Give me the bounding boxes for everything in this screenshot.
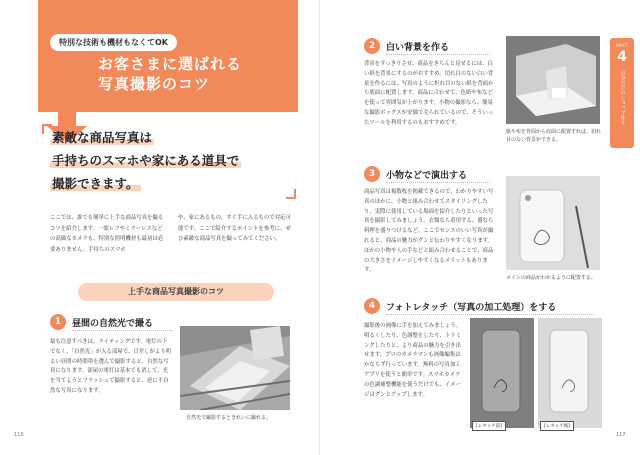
lead-line: 素敵な商品写真は [52, 130, 153, 145]
title-underline [386, 54, 490, 55]
tab-part-number: 4 [617, 49, 627, 65]
page-number-right: 117 [616, 432, 626, 438]
hero-bubble: 特別な技術も機材もなくてOK [50, 34, 177, 51]
tab-part-label: PART [616, 43, 628, 48]
step-number-3: 3 [364, 166, 380, 182]
title-underline [386, 182, 490, 183]
retouch-before-photo [470, 318, 534, 428]
step-4-title: フォトレタッチ（写真の加工処理）をする [386, 303, 557, 313]
intro-text-col2: や、家にあるもの、すぐ手に入るもので対応可能です。ここで紹介するポイントを参考に、ぜひ素敵な商品写真を撮ってみてください。 [178, 215, 291, 243]
tab-chapter-label: 自分だけのショップ作り [619, 70, 626, 125]
section-pill: 上手な商品写真撮影のコツ [78, 283, 274, 301]
natural-light-photo [180, 326, 290, 410]
photo-caption: メインの商品がわかるように配置する。 [506, 275, 596, 281]
bracket-close-icon [286, 189, 296, 199]
step-3-title: 小物などで演出する [386, 171, 468, 181]
arrow-stem [58, 112, 76, 126]
hero-banner [38, 0, 298, 112]
lead-line: 手持ちのスマホや家にある道具で [52, 153, 240, 168]
before-tag: [レタッチ前] [472, 421, 506, 431]
step-2-title: 白い背景を作る [386, 43, 450, 53]
photo-caption: 自然光で撮影するときれいに撮れる。 [186, 415, 272, 421]
retouch-before-art [470, 318, 534, 428]
step-1-title: 昼間の自然光で撮る [72, 319, 154, 329]
page-title-line2: 写真撮影のコツ [98, 75, 211, 93]
white-background-photo-art [506, 36, 600, 124]
title-underline [72, 330, 172, 331]
step-number-2: 2 [364, 38, 380, 54]
bracket-open-icon [42, 124, 52, 134]
intro-text-col1: ここでは、誰でも簡単に上手な商品写真を撮るコツを紹介します。一眼レフやミラーレスなどの高価なカメラも、特別な照明機材も最初は必要ありません。手持ちのスマホ [50, 215, 164, 253]
retouch-after-photo [538, 318, 602, 428]
title-underline [386, 314, 594, 315]
step-2-body: 背景をすっきりさせ、商品をきちんと見せるには、白い紙を背景にするのがおすすめ。切れ目のない白い背景を作るには、写真のように折れ目のない紙を背面から底面に配置します。商品に合わせて、色紙や布などを使って雰囲気が上がります。小物の撮影なら、簡易な撮影ボックスが安価で売られているので、そういったツールを利用するのもおすすめです。 [364, 61, 494, 126]
natural-light-photo-art [180, 326, 290, 410]
step-1-body: 最も注意すべきは、ライティングです。電灯の下でなく、「自然光」が入る部屋で、日差しがより明るい昼間の時間帯を選んで撮影すると、自然な写真になります。部屋の電灯は基本でも消して、光を当てようとフラッシュで撮影すると、逆に不自然な写真になります。 [50, 339, 172, 394]
page-title [98, 54, 242, 94]
lead-line: 撮影できます。 [52, 176, 139, 191]
step-number-1: 1 [50, 314, 66, 330]
props-photo [506, 176, 600, 270]
step-3-body: 商品写真は複数枚を掲載できるので、わかりやすい写真のほかに、小物と組み合わせてスタイリングしたり、実際に使用している場面を紹介したりといった写真を撮影してみましょう。衣類なら着用する、器なら料理を盛りつけるなど。ここでセンスのいい写真が撮れると、商品の魅力がグンと伝わりやすくなります。ほかの小物や人の手などと組み合わせることで、商品の大きさをイメージしやすくなるメリットもあります。 [364, 189, 494, 274]
part-tab [610, 38, 634, 148]
lead-heading [50, 126, 300, 195]
retouch-after-art [538, 318, 602, 428]
props-photo-art [506, 176, 600, 270]
step-4-body: 撮影後の画像に手を加えてみましょう。明るくしたり、色調整をしたり、トリミングしたりと、より商品の魅力を引き出せます。プロのカメラマンも画像編集はかならず行っています。無料の写真加工アプリを使うと簡単です。スマホカメラの色調補整機能を使うだけでも、イメージはグンとアップします。 [364, 323, 462, 398]
step-number-4: 4 [364, 298, 380, 314]
page-number-left: 116 [14, 432, 24, 438]
page-title-line1: お客さまに選ばれる [98, 55, 243, 73]
white-background-photo [506, 36, 600, 124]
photo-caption: 紙や布を背面から底面に配置すれば、切れ目のない背景ができる。 [506, 129, 602, 143]
after-tag: [レタッチ後] [540, 421, 574, 431]
right-page [320, 0, 640, 455]
